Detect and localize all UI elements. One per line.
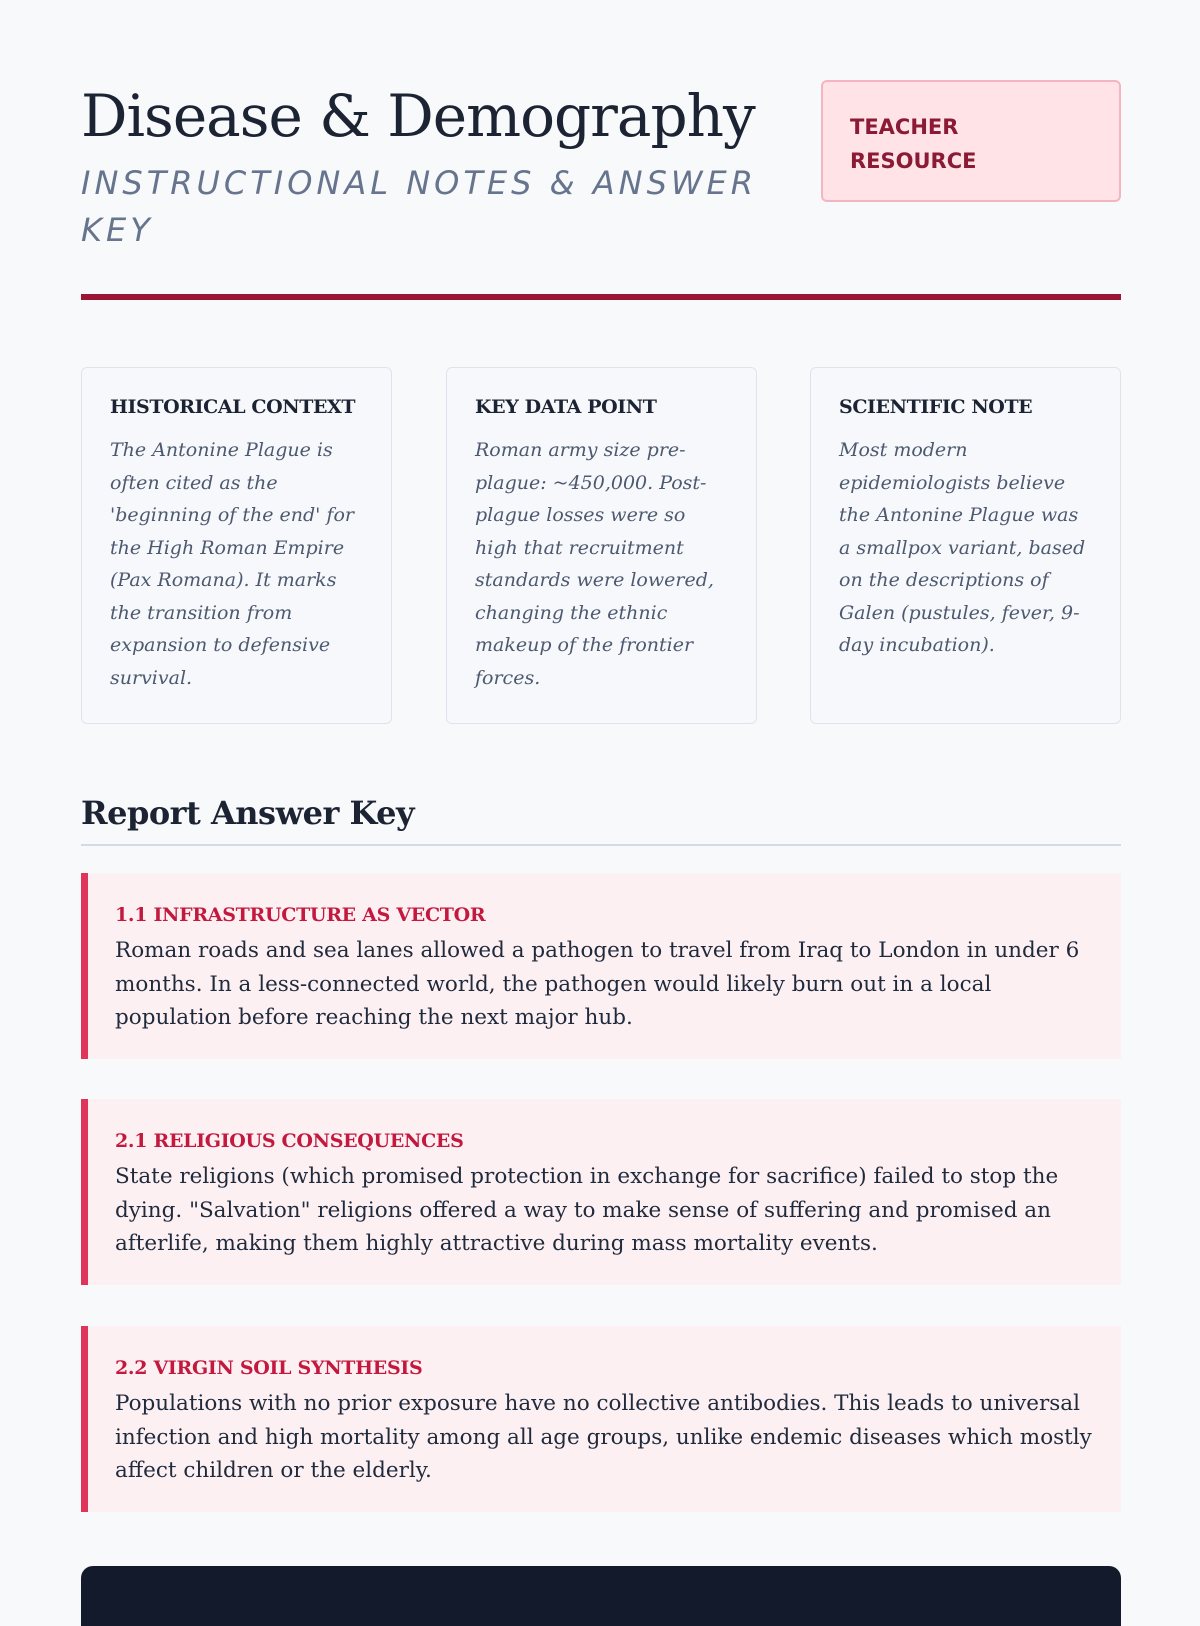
- answer-key-divider: [81, 844, 1121, 846]
- document-header: [81, 0, 1121, 302]
- page: [81, 0, 1121, 1483]
- answer-text: Roman roads and sea lanes allowed a pathogen to travel from Iraq to London in under 6 months. In a less-connected world, the pathogen would likely burn out in a local population before reaching the next major hub.: [115, 938, 1080, 1030]
- page-subtitle: INSTRUCTIONAL NOTES & ANSWER KEY: [81, 164, 757, 249]
- info-card-text: Roman army size pre-plague: ~450,000. Post-plague losses were so high that recruitment standards were lowered, changing the ethnic makeup of the frontier forces.: [475, 439, 714, 689]
- answer-item-virgin-soil: [81, 1326, 1121, 1512]
- page-title: Disease & Demography: [81, 82, 755, 150]
- info-card-scientific-note: [810, 367, 1121, 724]
- teacher-resource-badge: [821, 80, 1121, 202]
- answer-label: 1.1 INFRASTRUCTURE AS VECTOR: [115, 904, 486, 926]
- info-card-historical-context: [81, 367, 392, 724]
- badge-line-2: RESOURCE: [850, 149, 977, 173]
- info-card-label: SCIENTIFIC NOTE: [839, 396, 1033, 418]
- answer-key-title: Report Answer Key: [81, 794, 415, 832]
- badge-line-1: TEACHER: [850, 115, 959, 139]
- answer-item-religious: [81, 1099, 1121, 1285]
- answer-text: State religions (which promised protection in exchange for sacrifice) failed to stop the dying. "Salvation" religions offered a way to make sense of suffering and promised an afterlife, making them highly attractive during mass mortality events.: [115, 1164, 1059, 1256]
- header-divider: [81, 294, 1121, 300]
- info-card-label: HISTORICAL CONTEXT: [110, 396, 356, 418]
- info-card-key-data-point: [446, 367, 757, 724]
- answer-label: 2.2 VIRGIN SOIL SYNTHESIS: [115, 1357, 423, 1379]
- answer-item-infrastructure: [81, 873, 1121, 1059]
- answer-text: Populations with no prior exposure have no collective antibodies. This leads to universal infection and high mortality among all age groups, unlike endemic diseases which mostly affect children or the elderly.: [115, 1391, 1092, 1483]
- answer-label: 2.1 RELIGIOUS CONSEQUENCES: [115, 1130, 464, 1152]
- info-card-text: Most modern epidemiologists believe the Antonine Plague was a smallpox variant, based on the descriptions of Galen (pustules, fever, 9-day incubation).: [839, 439, 1086, 656]
- info-card-text: The Antonine Plague is often cited as the 'beginning of the end' for the High Roman Empire (Pax Romana). It marks the transition from expansion to defensive survival.: [110, 439, 354, 689]
- info-card-label: KEY DATA POINT: [475, 396, 657, 418]
- footer-bar: [81, 1566, 1121, 1626]
- info-cards-row: [81, 367, 1121, 724]
